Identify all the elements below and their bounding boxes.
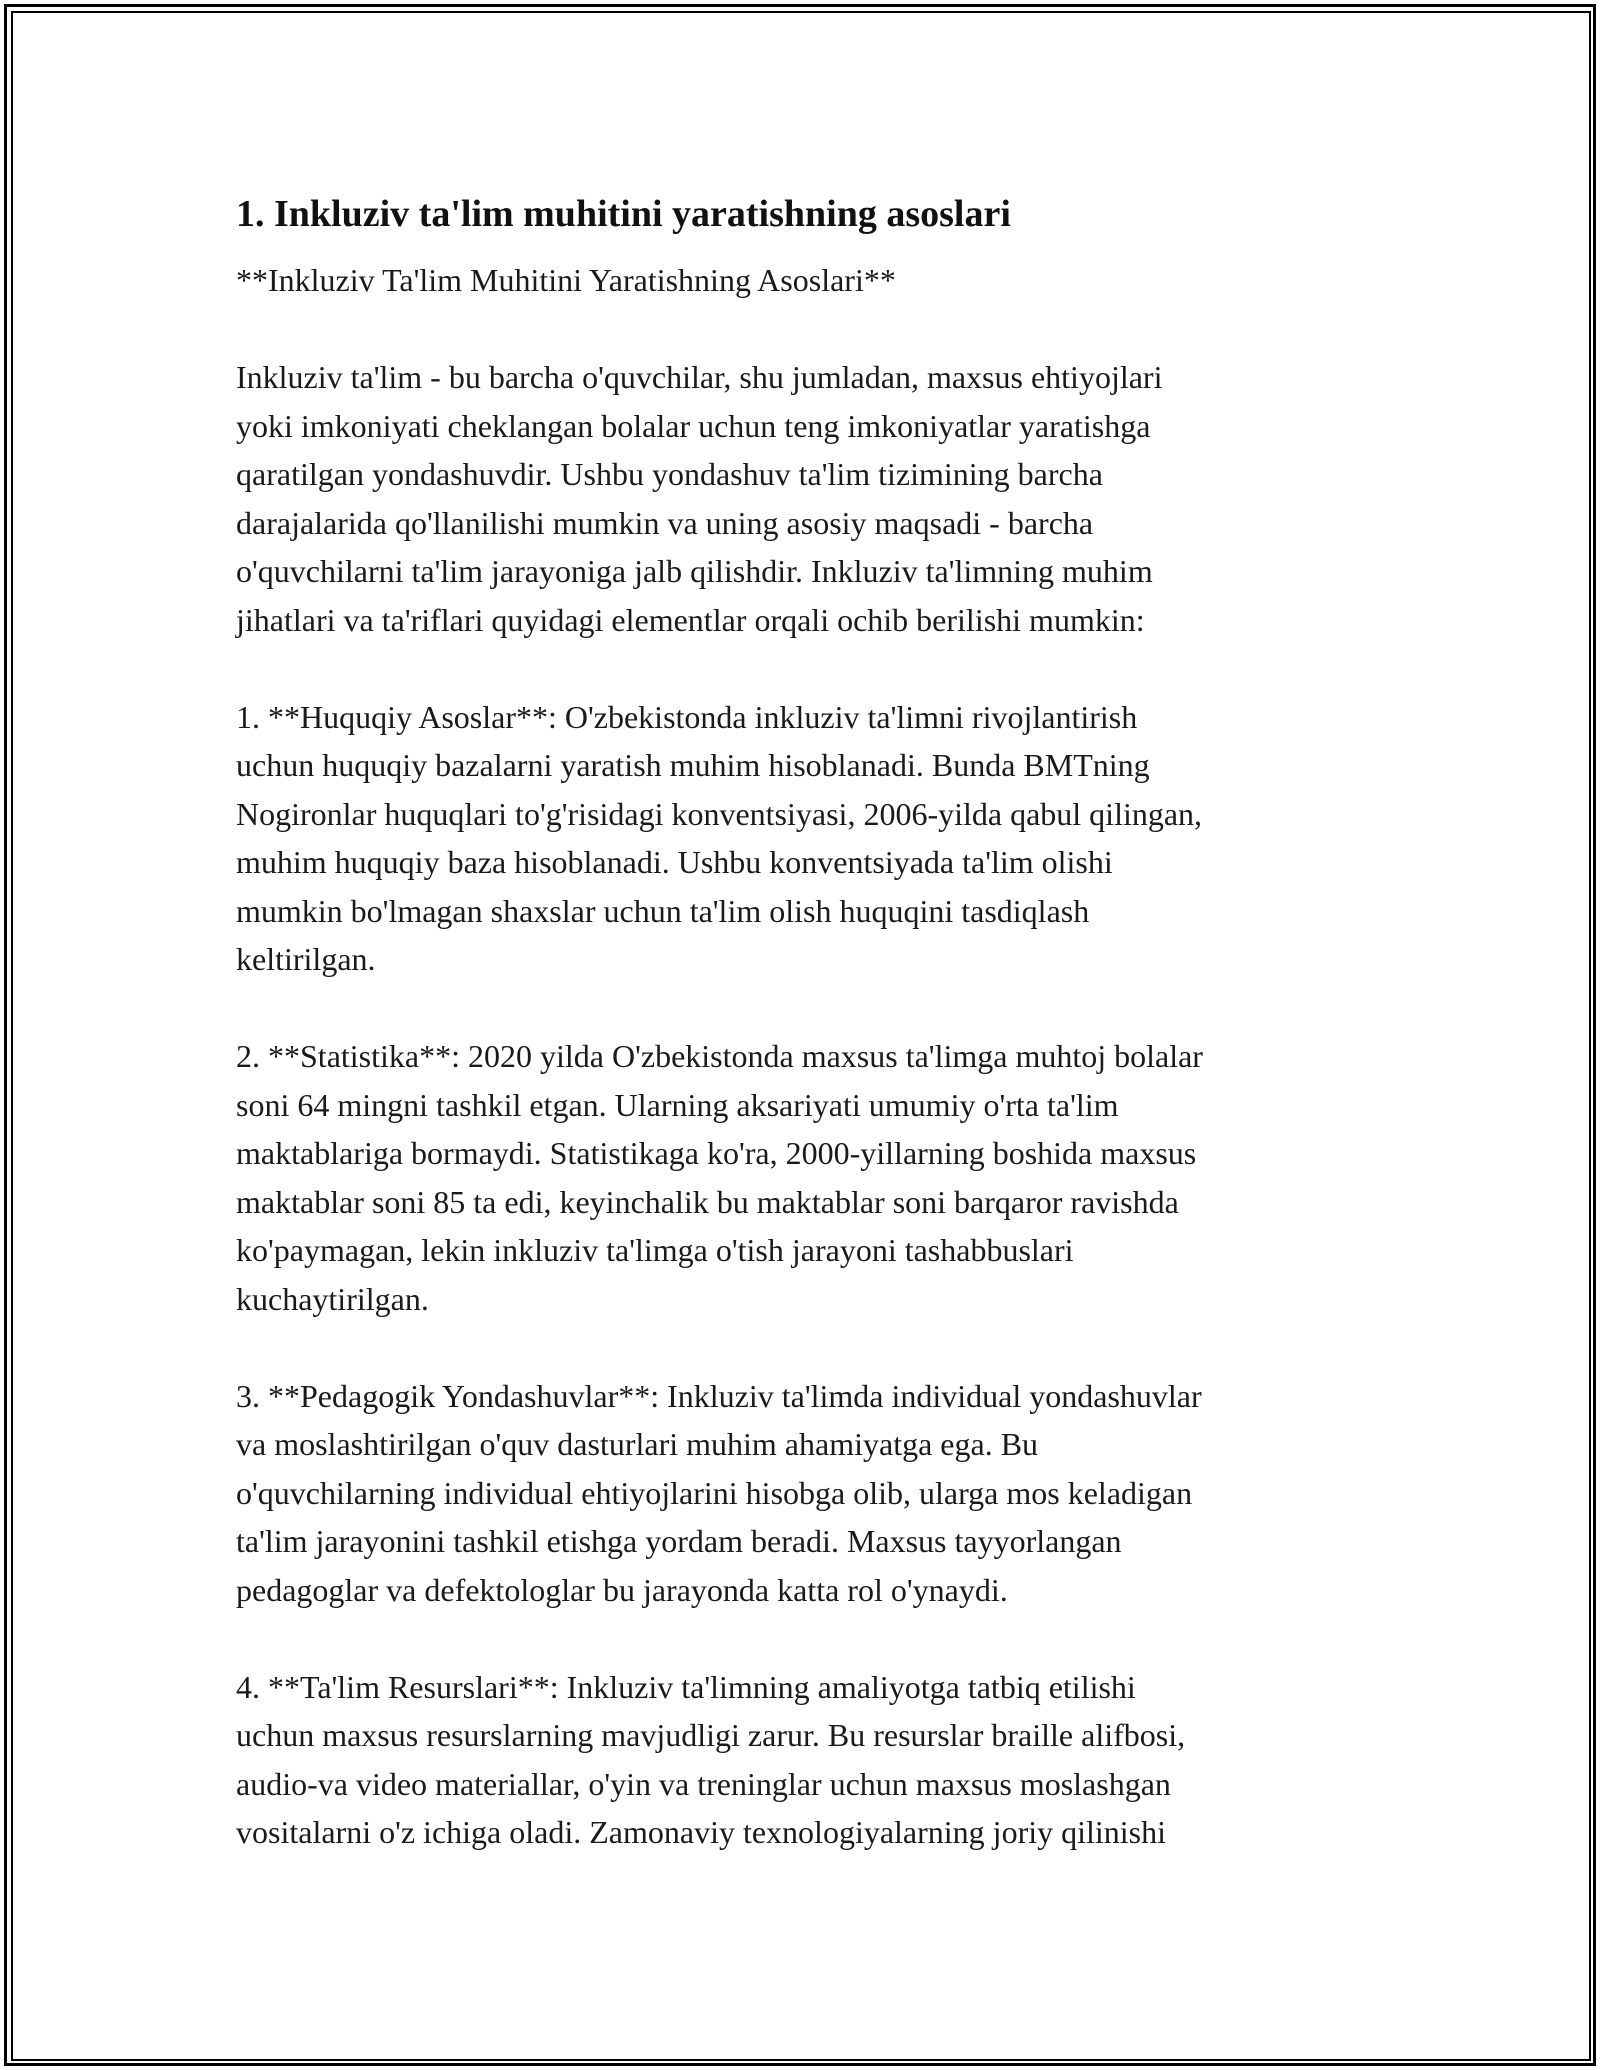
intro-paragraph: Inkluziv ta'lim - bu barcha o'quvchilar, shu jumladan, maxsus ehtiyojlari yoki imkoniyati cheklangan bolalar uchun teng imkoniyatlar yaratishga qaratilgan yondashuvdir. Ushbu yondashuv ta'lim tizimining barcha darajalarida qo'llanilishi mumkin va uning asosiy maqsadi - barcha o'quvchilarni ta'lim jarayoniga jalb qilishdir. Inkluziv ta'limning muhim jihatlari va ta'riflari quyidagi elementlar orqali ochib berilishi mumkin:	[236, 359, 1163, 638]
document-subtitle: **Inkluziv Ta'lim Muhitini Yaratishning Asoslari**	[236, 262, 896, 298]
list-item-educational-resources: 4. **Ta'lim Resurslari**: Inkluziv ta'limning amaliyotga tatbiq etilishi uchun maxsus resurslarning mavjudligi zarur. Bu resurslar braille alifbosi, audio-va video materiallar, o'yin va treninglar uchun maxsus moslashgan vositalarni o'z ichiga oladi. Zamonaviy texnologiyalarning joriy qilinishi	[236, 1668, 1186, 1850]
document-page	[236, 186, 1366, 1857]
list-item-legal-basis: 1. **Huquqiy Asoslar**: O'zbekistonda inkluziv ta'limni rivojlantirish uchun huquqiy bazalarni yaratish muhim hisoblanadi. Bunda BMTning Nogironlar huquqlari to'g'risidagi konventsiyasi, 2006-yilda qabul qilingan, muhim huquqiy baza hisoblanadi. Ushbu konventsiyada ta'lim olishi mumkin bo'lmagan shaxslar uchun ta'lim olish huquqini tasdiqlash keltirilgan.	[236, 698, 1203, 977]
paragraph-gap	[236, 305, 1366, 354]
paragraph-gap	[236, 984, 1366, 1033]
paragraph-gap	[236, 644, 1366, 693]
paragraph-gap	[236, 1614, 1366, 1663]
list-item-statistics: 2. **Statistika**: 2020 yilda O'zbekistonda maxsus ta'limga muhtoj bolalar soni 64 mingni tashkil etgan. Ularning aksariyati umumiy o'rta ta'lim maktablariga bormaydi. Statistikaga ko'ra, 2000-yillarning boshida maxsus maktablar soni 85 ta edi, keyinchalik bu maktablar soni barqaror ravishda ko'paymagan, lekin inkluziv ta'limga o'tish jarayoni tashabbuslari kuchaytirilgan.	[236, 1038, 1203, 1317]
list-item-pedagogical-approaches: 3. **Pedagogik Yondashuvlar**: Inkluziv ta'limda individual yondashuvlar va moslashtirilgan o'quv dasturlari muhim ahamiyatga ega. Bu o'quvchilarning individual ehtiyojlarini hisobga olib, ularga mos keladigan ta'lim jarayonini tashkil etishga yordam beradi. Maxsus tayyorlangan pedagoglar va defektologlar bu jarayonda katta rol o'ynaydi.	[236, 1377, 1202, 1608]
section-heading: 1. Inkluziv ta'lim muhitini yaratishning asoslari	[236, 193, 1011, 235]
paragraph-gap	[236, 1323, 1366, 1372]
